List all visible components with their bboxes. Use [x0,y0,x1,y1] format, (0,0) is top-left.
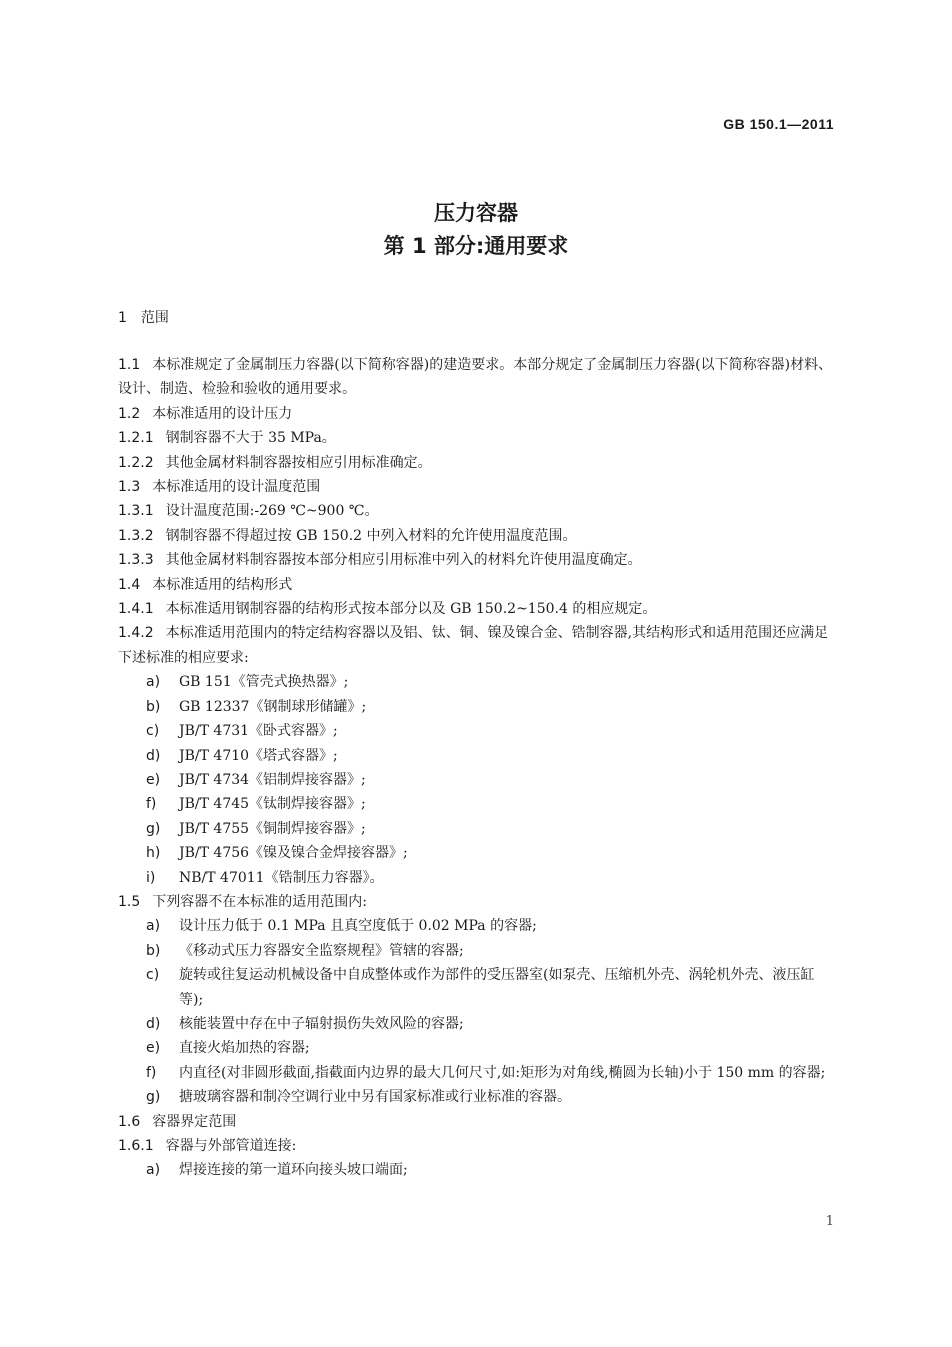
list-1-4-2 [118,670,834,890]
list-item [118,939,834,963]
list-item-text: JB/T 4731《卧式容器》; [179,723,338,740]
list-item-text: GB 12337《钢制球形储罐》; [179,698,367,715]
clause-number: 1.3.1 [118,503,154,520]
list-item [118,817,834,841]
clause-text: 设计温度范围:-269 ℃~900 ℃。 [165,503,379,520]
clause-text: 本标准适用的结构形式 [152,576,293,593]
section-number: 1 [118,310,127,326]
list-item [118,1061,834,1085]
list-item-text: 直接火焰加热的容器; [179,1040,310,1057]
list-item [118,719,834,743]
clause-text: 钢制容器不大于 35 MPa。 [165,430,336,447]
clause-number: 1.2 [118,405,141,422]
clause-text: 下列容器不在本标准的适用范围内: [152,893,367,910]
list-item [118,1158,834,1182]
clause-1-3 [118,475,834,499]
list-item-text: 核能装置中存在中子辐射损伤失效风险的容器; [179,1015,464,1032]
list-item-label: f) [146,796,157,813]
clause-1-4-2 [118,621,834,670]
list-item-label: b) [146,942,161,959]
list-item [118,963,834,1012]
clause-1-3-1 [118,499,834,523]
clause-number: 1.4.2 [118,625,154,642]
clause-number: 1.4 [118,576,141,593]
section-heading [118,307,169,327]
list-item [118,1085,834,1109]
clause-number: 1.3 [118,479,141,496]
list-item-text: 旋转或往复运动机械设备中自成整体或作为部件的受压器室(如泵壳、压缩机外壳、涡轮机外壳、液压缸等); [179,967,815,1008]
clause-text: 本标准适用的设计温度范围 [152,479,321,496]
list-item [118,792,834,816]
clause-number: 1.2.1 [118,430,154,447]
list-item-label: g) [146,1089,161,1106]
list-item-label: e) [146,771,161,788]
clause-text: 本标准规定了金属制压力容器(以下简称容器)的建造要求。本部分规定了金属制压力容器(以下简称容器)材料、设计、制造、检验和验收的通用要求。 [118,357,833,398]
clause-1-6-1 [118,1134,834,1158]
list-item [118,670,834,694]
clause-text: 本标准适用范围内的特定结构容器以及铝、钛、铜、镍及镍合金、锆制容器,其结构形式和适用范围还应满足下述标准的相应要求: [118,625,829,666]
clause-1-1 [118,353,834,402]
list-item [118,841,834,865]
list-1-5 [118,914,834,1109]
list-item [118,1012,834,1036]
list-item-label: e) [146,1040,161,1057]
list-item-text: 搪玻璃容器和制冷空调行业中另有国家标准或行业标准的容器。 [179,1089,571,1106]
clause-1-2-2 [118,451,834,475]
page-number: 1 [825,1214,834,1229]
document-body [118,353,834,1183]
list-item [118,744,834,768]
list-item-label: f) [146,1064,157,1081]
clause-1-3-3 [118,548,834,572]
list-1-6-1 [118,1158,834,1182]
list-item-text: GB 151《管壳式换热器》; [179,674,349,691]
clause-text: 钢制容器不得超过按 GB 150.2 中列入材料的允许使用温度范围。 [165,527,577,544]
list-item-label: h) [146,845,161,862]
list-item-label: c) [146,723,160,740]
list-item-text: JB/T 4745《钛制焊接容器》; [179,796,366,813]
list-item-text: 焊接连接的第一道环向接头坡口端面; [179,1162,408,1179]
list-item-label: a) [146,1162,161,1179]
clause-number: 1.6.1 [118,1138,154,1154]
list-item [118,695,834,719]
clause-number: 1.6 [118,1113,141,1130]
list-item-label: d) [146,747,161,764]
list-item-label: a) [146,918,161,935]
clause-1-4-1 [118,597,834,621]
clause-text: 其他金属材料制容器按本部分相应引用标准中列入的材料允许使用温度确定。 [165,552,642,569]
clause-1-2-1 [118,426,834,450]
clause-number: 1.5 [118,893,141,910]
list-item-label: i) [146,869,156,886]
list-item-text: JB/T 4734《铝制焊接容器》; [179,771,366,788]
list-item-text: 《移动式压力容器安全监察规程》管辖的容器; [179,942,464,959]
clause-number: 1.3.3 [118,552,154,569]
clause-number: 1.1 [118,357,141,373]
clause-text: 本标准适用钢制容器的结构形式按本部分以及 GB 150.2~150.4 的相应规定。 [165,601,657,618]
clause-text: 本标准适用的设计压力 [152,405,293,422]
list-item-label: a) [146,674,161,691]
list-item [118,1036,834,1060]
list-item-label: b) [146,698,161,715]
list-item-text: JB/T 4710《塔式容器》; [179,747,338,764]
list-item [118,768,834,792]
clause-1-2 [118,402,834,426]
document-subtitle: 第 1 部分:通用要求 [383,234,569,258]
list-item-text: 设计压力低于 0.1 MPa 且真空度低于 0.02 MPa 的容器; [179,918,537,935]
clause-text: 容器与外部管道连接: [165,1138,297,1154]
list-item-text: 内直径(对非圆形截面,指截面内边界的最大几何尺寸,如:矩形为对角线,椭圆为长轴)小于 150 mm 的容器; [179,1064,826,1081]
list-item-label: d) [146,1015,161,1032]
list-item [118,866,834,890]
clause-number: 1.3.2 [118,527,154,544]
clause-text: 容器界定范围 [152,1113,237,1130]
clause-1-4 [118,573,834,597]
standard-code: GB 150.1—2011 [723,116,834,132]
list-item-text: JB/T 4756《镍及镍合金焊接容器》; [179,845,408,862]
clause-number: 1.4.1 [118,601,154,618]
list-item [118,914,834,938]
list-item-label: g) [146,820,161,837]
clause-1-5 [118,890,834,914]
clause-number: 1.2.2 [118,454,154,471]
list-item-text: JB/T 4755《铜制焊接容器》; [179,820,366,837]
clause-text: 其他金属材料制容器按相应引用标准确定。 [165,454,432,471]
clause-1-6 [118,1110,834,1134]
list-item-label: c) [146,967,160,984]
list-item-text: NB/T 47011《锆制压力容器》。 [179,869,384,886]
clause-1-3-2 [118,524,834,548]
document-title: 压力容器 [434,201,518,225]
section-title: 范围 [140,310,169,326]
